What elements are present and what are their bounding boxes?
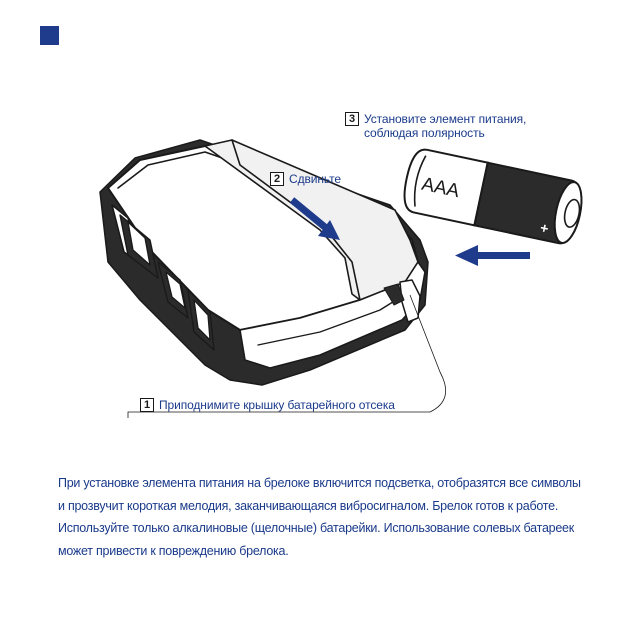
step-1-label (140, 398, 395, 412)
step-3-text (364, 112, 526, 140)
battery-plus-sign: + (538, 219, 551, 237)
instructions-paragraph (58, 472, 581, 562)
step-3-label (345, 112, 545, 140)
instructions-line-1: При установке элемента питания на брелоке включится подсветка, отобразятся все символы (58, 476, 581, 490)
key-fob-device (100, 140, 428, 385)
instructions-line-2: и прозвучит короткая мелодия, заканчивающаяся вибросигналом. Брелок готов к работе. (58, 498, 559, 513)
step-2-text: Сдвиньте (289, 172, 341, 186)
step-2-label (270, 172, 341, 186)
step-3-number-badge: 3 (345, 112, 359, 126)
aaa-battery (400, 147, 586, 246)
step-1-text: Приподнимите крышку батарейного отсека (159, 398, 395, 412)
step-2-number-badge: 2 (270, 172, 284, 186)
instructions-line-3: Используйте только алкалиновые (щелочные) батарейки. Использование солевых батареек (58, 521, 574, 535)
instructions-line-4: может привести к повреждению брелока. (58, 543, 289, 558)
battery-label: AAA (419, 173, 462, 203)
insert-arrow-icon (455, 245, 530, 266)
step-3-text-line2: соблюдая полярность (364, 126, 485, 140)
step-3-text-line1: Установите элемент питания, (364, 112, 527, 126)
step-1-number-badge: 1 (140, 398, 154, 412)
